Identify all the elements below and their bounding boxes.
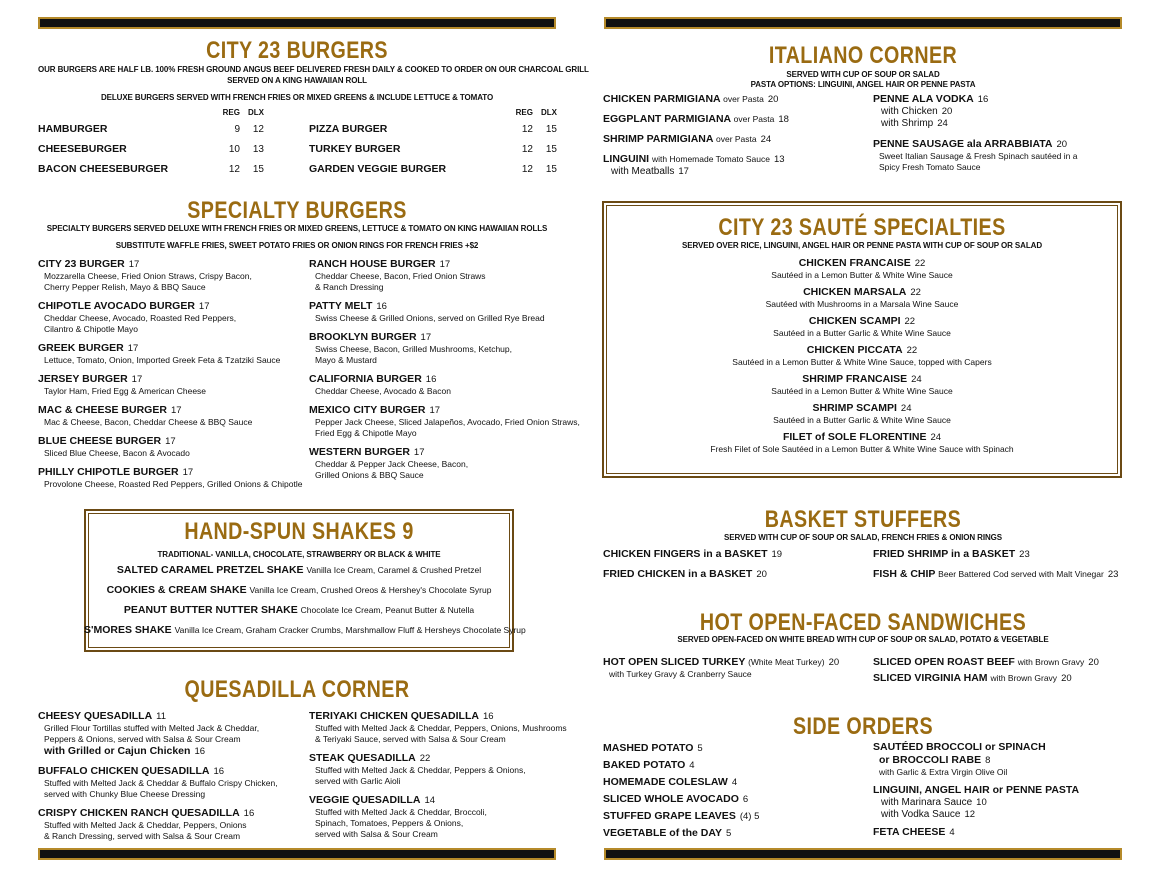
menu-item [309,752,559,787]
burger-name: PIZZA BURGER [309,123,388,135]
burger-dlx: 15 [545,163,557,175]
item-desc: & Ranch Dressing, served with Salsa & Sour Cream [44,831,241,841]
side-item [603,774,868,791]
item-name: MAC & CHEESE BURGER [38,404,167,416]
item-price: 20 [767,94,779,105]
item-name: CITY 23 BURGER [38,258,125,270]
item-price: 17 [413,447,425,458]
menu-item [38,373,303,397]
dlx-label: DLX [541,108,557,117]
burger-reg: 12 [228,163,240,175]
item-price: 17 [420,332,432,343]
item-name: HOMEMADE COLESLAW [603,776,728,788]
bottom-bar-left [38,848,556,860]
italiano-left-col [603,93,868,178]
item-note: with Homemade Tomato Sauce [652,154,770,164]
saute-title: CITY 23 SAUTÉ SPECIALTIES [718,214,1006,241]
item-price: 5 [697,743,703,754]
side-item [603,808,868,825]
item-price: 24 [911,374,922,385]
item-name: MASHED POTATO [603,742,694,754]
menu-item [309,258,559,293]
item-price: 16 [425,374,437,385]
specialty-right-col [309,258,580,488]
item-desc: Sautéed with Mushrooms in a Marsala Wine Sauce [765,299,959,309]
item-name: VEGGIE QUESADILLA [309,794,421,806]
item-name: CHICKEN PICCATA [806,344,903,356]
hot-sub: SERVED OPEN-FACED ON WHITE BREAD WITH CUP OF SOUP OR SALAD, POTATO & VEGETABLE [677,635,1049,644]
item-desc: Fresh Filet of Sole Sautéed in a Lemon Butter & White Wine Sauce with Spinach [710,444,1014,454]
item-price: 17 [131,374,143,385]
shake-item [84,583,514,597]
item-name: STUFFED GRAPE LEAVES [603,810,736,822]
menu-item [38,710,303,758]
item-name: SHRIMP FRANCAISE [802,373,908,385]
item-price: 20 [1056,139,1068,150]
side-item [603,740,868,757]
item-desc: served with Chunky Blue Cheese Dressing [44,789,206,799]
item-desc: Fried Egg & Chipotle Mayo [315,428,417,438]
item-desc: Mozzarella Cheese, Fried Onion Straws, Crispy Bacon, [44,271,252,281]
item-price: 17 [127,343,139,354]
item-name: JERSEY BURGER [38,373,128,385]
burgers-left-col [38,108,264,179]
item-desc: Cheddar Cheese, Avocado, Roasted Red Peppers, [44,313,237,323]
item-name: FISH & CHIP [873,568,936,580]
item-name: CHICKEN FINGERS in a BASKET [603,548,768,560]
item-desc: Sautéed in a Lemon Butter & White Wine Sauce, topped with Capers [732,357,992,367]
menu-item [309,446,559,481]
shake-desc: Chocolate Ice Cream, Peanut Butter & Nutella [300,605,475,615]
item-price: 16 [376,301,387,312]
item-name: SLICED OPEN ROAST BEEF [873,656,1015,668]
item-desc: Cheddar Cheese, Avocado & Bacon [315,386,451,396]
burger-reg: 9 [234,123,240,135]
item-desc: Stuffed with Melted Jack & Cheddar & Buffalo Crispy Chicken, [44,778,278,788]
quesadilla-title: QUESADILLA CORNER [184,676,410,703]
item-name: GREEK BURGER [38,342,124,354]
item-desc: & Teriyaki Sauce, served with Salsa & Sour Cream [315,734,506,744]
italiano-sub-2: PASTA OPTIONS: LINGUINI, ANGEL HAIR OR PENNE PASTA [750,80,976,89]
item-price: 20 [1061,673,1072,684]
burger-dlx: 15 [545,123,557,135]
item-name: BROOKLYN BURGER [309,331,417,343]
item-name: CHICKEN MARSALA [803,286,907,298]
item-price: 18 [778,114,789,125]
item-price: 24 [760,134,772,145]
item-name: MEXICO CITY BURGER [309,404,426,416]
item-name: CHICKEN FRANCAISE [798,257,911,269]
item-name: FILET of SOLE FLORENTINE [782,431,927,443]
burger-dlx: 15 [252,163,264,175]
item-name: CRISPY CHICKEN RANCH QUESADILLA [38,807,240,819]
saute-item [602,373,1122,397]
shake-desc: Vanilla Ice Cream, Crushed Oreos & Hershey's Chocolate Syrup [249,585,492,595]
item-desc: & Ranch Dressing [315,282,384,292]
shakes-sub: TRADITIONAL- VANILLA, CHOCOLATE, STRAWBERRY OR BLACK & WHITE [157,550,441,559]
shake-desc: Vanilla Ice Cream, Graham Cracker Crumbs, Marshmallow Fluff & Hersheys Chocolate Syrup [174,625,526,635]
sides-left-col [603,740,868,842]
menu-item [38,807,303,842]
burger-row [309,119,557,139]
item-price: 22 [906,345,918,356]
burger-name: CHEESEBURGER [38,143,127,155]
item-price: 17 [198,301,210,312]
item-price: 16 [243,808,255,819]
item-sub-price: 24 [937,118,948,129]
item-note: over Pasta [723,94,764,104]
item-sub-price: 10 [976,797,987,808]
basket-sub: SERVED WITH CUP OF SOUP OR SALAD, FRENCH FRIES & ONION RINGS [723,533,1003,542]
burger-row [309,159,557,179]
item-name: CHIPOTLE AVOCADO BURGER [38,300,195,312]
item-name: BLUE CHEESE BURGER [38,435,162,447]
item-name: LINGUINI, ANGEL HAIR or PENNE PASTA [873,784,1080,796]
item-name: SHRIMP PARMIGIANA [603,133,714,145]
item-price: 24 [900,403,912,414]
burger-name: HAMBURGER [38,123,108,135]
burgers-sub-2: SERVED ON A KING HAWAIIAN ROLL [227,76,367,85]
burgers-title: CITY 23 BURGERS [206,37,388,64]
item-desc: Cilantro & Chipotle Mayo [44,324,139,334]
burgers-sub-3: DELUXE BURGERS SERVED WITH FRENCH FRIES OR MIXED GREENS & INCLUDE LETTUCE & TOMATO [100,93,494,102]
item-price: 6 [742,794,749,805]
item-name: BUFFALO CHICKEN QUESADILLA [38,765,210,777]
item-price: 17 [439,259,451,270]
item-name: SLICED WHOLE AVOCADO [603,793,739,805]
item-desc: Provolone Cheese, Roasted Red Peppers, Grilled Onions & Chipotle [44,479,303,489]
item-price: 14 [424,795,436,806]
quesadilla-right-col [309,710,567,847]
menu-item [38,435,303,459]
item-price: (4) 5 [739,811,760,822]
burger-reg: 10 [228,143,240,155]
item-note: with Brown Gravy [990,673,1058,683]
item-desc: Spinach, Tomatoes, Peppers & Onions, [315,818,464,828]
item-name: CHICKEN SCAMPI [808,315,901,327]
item-desc: Stuffed with Melted Jack & Cheddar, Peppers & Onions, [315,765,526,775]
item-price: 19 [771,549,783,560]
reg-label: REG [222,108,240,117]
shake-item [84,623,526,637]
item-price: 4 [689,760,695,771]
item-desc: Mayo & Mustard [315,355,377,365]
menu-item [309,404,580,439]
item-name: CHICKEN PARMIGIANA [603,93,721,105]
item-desc: Sliced Blue Cheese, Bacon & Avocado [44,448,190,458]
burger-row [38,159,264,179]
item-sub: with Meatballs [611,166,675,177]
basket-title: BASKET STUFFERS [764,506,962,533]
item-name: FRIED SHRIMP in a BASKET [873,548,1016,560]
item-desc: Lettuce, Tomato, Onion, Imported Greek Feta & Tzatziki Sauce [44,355,281,365]
item-note: with Brown Gravy [1017,657,1085,667]
item-desc: with Turkey Gravy & Cranberry Sauce [609,669,752,679]
burger-name: BACON CHEESEBURGER [38,163,169,175]
item-extra-price: 16 [194,746,206,757]
item-desc: Peppers & Onions, served with Salsa & Sour Cream [44,734,241,744]
item-desc: Sautéed in a Butter Garlic & White Wine Sauce [773,328,951,338]
shake-desc: Vanilla Ice Cream, Caramel & Crushed Pretzel [306,565,482,575]
item-name: PHILLY CHIPOTLE BURGER [38,466,179,478]
item-price: 17 [128,259,140,270]
item-price: 5 [726,828,732,839]
side-item [603,825,868,842]
shake-item [84,563,514,577]
saute-sub: SERVED OVER RICE, LINGUINI, ANGEL HAIR OR PENNE PASTA WITH CUP OF SOUP OR SALAD [682,241,1042,250]
sides-right-col [873,741,1123,839]
item-price: 20 [756,569,767,580]
menu-item [38,258,303,293]
menu-item [309,710,567,745]
item-extra: with Grilled or Cajun Chicken [44,745,191,757]
item-sub-price: 12 [964,809,976,820]
item-desc: Grilled Onions & BBQ Sauce [315,470,424,480]
item-note: over Pasta [733,114,775,124]
item-price: 4 [731,777,738,788]
item-name: WESTERN BURGER [309,446,410,458]
item-price: 8 [985,755,991,766]
item-sub: with Shrimp [881,118,934,129]
item-desc: Cherry Pepper Relish, Mayo & BBQ Sauce [44,282,206,292]
italiano-sub-1: SERVED WITH CUP OF SOUP OR SALAD [786,70,940,79]
dlx-label: DLX [248,108,264,117]
burger-reg: 12 [521,143,533,155]
top-bar-left [38,17,556,29]
menu-item [309,373,559,397]
shake-name: S'MORES SHAKE [84,624,172,636]
item-price: 24 [930,432,942,443]
item-price: 20 [1088,657,1099,668]
burger-reg: 12 [521,123,533,135]
item-desc: Stuffed with Melted Jack & Cheddar, Peppers, Onions [44,820,247,830]
item-price: 23 [1107,569,1119,580]
burger-row [38,119,264,139]
item-name: PENNE SAUSAGE ala ARRABBIATA [873,138,1053,150]
item-name: RANCH HOUSE BURGER [309,258,436,270]
item-price: 22 [904,316,916,327]
burger-dlx: 15 [545,143,557,155]
burgers-right-col [309,108,557,179]
item-name: FRIED CHICKEN in a BASKET [603,568,753,580]
item-price: 20 [828,657,840,668]
saute-item [602,286,1122,310]
item-desc: Mac & Cheese, Bacon, Cheddar Cheese & BBQ Sauce [44,417,253,427]
saute-item [602,257,1122,281]
burger-dlx: 13 [252,143,264,155]
specialty-left-col [38,258,303,497]
item-price: 16 [977,94,989,105]
item-price: 4 [949,827,955,838]
hot-right-col [873,656,1123,685]
saute-item [602,402,1122,426]
menu-item [38,404,303,428]
side-item [603,757,868,774]
item-price: 17 [170,405,182,416]
item-sub-price: 20 [941,106,953,117]
shake-name: SALTED CARAMEL PRETZEL SHAKE [116,564,304,576]
item-name: BAKED POTATO [603,759,686,771]
side-item [603,791,868,808]
burger-reg: 12 [521,163,533,175]
menu-item [309,794,559,840]
item-name: PENNE ALA VODKA [873,93,974,105]
item-name: EGGPLANT PARMIGIANA [603,113,731,125]
item-desc: Cheddar & Pepper Jack Cheese, Bacon, [315,459,469,469]
item-desc: with Garlic & Extra Virgin Olive Oil [879,767,1008,777]
hot-left-col [603,656,868,680]
item-desc: Swiss Cheese, Bacon, Grilled Mushrooms, Ketchup, [315,344,513,354]
item-desc: Stuffed with Melted Jack & Cheddar, Peppers, Onions, Mushrooms [315,723,567,733]
item-desc: served with Salsa & Sour Cream [315,829,438,839]
burger-name: TURKEY BURGER [309,143,401,155]
menu-item [38,765,303,800]
item-price: 16 [213,766,225,777]
item-name: STEAK QUESADILLA [309,752,416,764]
item-name: FETA CHEESE [873,826,946,838]
saute-item [602,315,1122,339]
burger-row [38,139,264,159]
item-desc: Spicy Fresh Tomato Sauce [879,162,981,172]
item-name-2: or BROCCOLI RABE [879,754,982,766]
burger-name: GARDEN VEGGIE BURGER [309,163,447,175]
item-desc: Sautéed in a Lemon Butter & White Wine Sauce [771,270,953,280]
item-desc: Grilled Flour Tortillas stuffed with Melted Jack & Cheddar, [44,723,260,733]
item-price: 13 [773,154,785,165]
item-desc: Sautéed in a Lemon Butter & White Wine Sauce [771,386,953,396]
italiano-title: ITALIANO CORNER [768,42,958,69]
item-name: HOT OPEN SLICED TURKEY [603,656,746,668]
item-price: 22 [419,753,431,764]
item-desc: Stuffed with Melted Jack & Cheddar, Broccoli, [315,807,487,817]
item-note: over Pasta [715,134,757,144]
burger-row [309,139,557,159]
item-price: 23 [1019,549,1030,560]
item-sub: with Vodka Sauce [881,809,961,820]
item-price: 17 [182,467,194,478]
hot-title: HOT OPEN-FACED SANDWICHES [699,609,1027,636]
burgers-sub-1: OUR BURGERS ARE HALF LB. 100% FRESH GROUND ANGUS BEEF DELIVERED FRESH DAILY & COOKED TO ORDER ON OUR CHARCOAL GRILL [38,65,589,74]
item-name: TERIYAKI CHICKEN QUESADILLA [309,710,479,722]
item-name: SHRIMP SCAMPI [812,402,897,414]
sides-title: SIDE ORDERS [792,713,934,740]
basket-left-col [603,548,868,581]
quesadilla-left-col [38,710,303,849]
item-name: PATTY MELT [309,300,373,312]
item-name: SAUTÉED BROCCOLI or SPINACH [873,741,1046,753]
specialty-sub-1: SPECIALTY BURGERS SERVED DELUXE WITH FRENCH FRIES OR MIXED GREENS, LETTUCE & TOMATO ON KING HAWAIIAN ROLLS [46,224,548,233]
menu-item [38,300,303,335]
item-desc: Taylor Ham, Fried Egg & American Cheese [44,386,207,396]
item-price: 22 [914,258,926,269]
item-price: 17 [165,436,176,447]
saute-item [602,344,1122,368]
item-desc: Sautéed in a Butter Garlic & White Wine Sauce [773,415,951,425]
shake-name: PEANUT BUTTER NUTTER SHAKE [123,604,298,616]
specialty-sub-2: SUBSTITUTE WAFFLE FRIES, SWEET POTATO FRIES OR ONION RINGS FOR FRENCH FRIES +$2 [115,241,479,250]
menu-item [309,300,559,324]
reg-label: REG [515,108,533,117]
item-price: 16 [482,711,494,722]
saute-item [602,431,1122,455]
shake-name: COOKIES & CREAM SHAKE [106,584,247,596]
saute-list [602,257,1122,460]
shake-item [84,603,514,617]
menu-item [309,331,559,366]
item-sub-price: 17 [678,166,689,177]
item-desc: Pepper Jack Cheese, Sliced Jalapeños, Avocado, Fried Onion Straws, [315,417,580,427]
item-name: CHEESY QUESADILLA [38,710,153,722]
item-sub: with Marinara Sauce [881,797,973,808]
menu-item [38,342,303,366]
basket-right-col [873,548,1123,581]
specialty-title: SPECIALTY BURGERS [187,197,407,224]
burger-dlx: 12 [252,123,264,135]
item-name: LINGUINI [603,153,650,165]
shakes-list [84,563,526,643]
item-desc: Swiss Cheese & Grilled Onions, served on Grilled Rye Bread [315,313,545,323]
italiano-right-col [873,93,1123,173]
item-name: SLICED VIRGINIA HAM [873,672,988,684]
item-desc: Sweet Italian Sausage & Fresh Spinach sautéed in a [879,151,1078,161]
item-note: Beer Battered Cod served with Malt Vinegar [938,569,1104,579]
item-price: 22 [910,287,921,298]
item-name: CALIFORNIA BURGER [309,373,422,385]
burgers-left-header [38,108,264,117]
item-desc: Cheddar Cheese, Bacon, Fried Onion Straws [315,271,486,281]
menu-item [38,466,303,490]
item-price: 17 [429,405,441,416]
item-name: VEGETABLE of the DAY [603,827,723,839]
bottom-bar-right [604,848,1122,860]
burgers-right-header [309,108,557,117]
item-desc: served with Garlic Aioli [315,776,401,786]
item-price: 11 [156,711,167,722]
item-sub: with Chicken [881,106,938,117]
top-bar-right [604,17,1122,29]
shakes-title: HAND-SPUN SHAKES 9 [184,518,414,545]
item-note: (White Meat Turkey) [748,657,825,667]
